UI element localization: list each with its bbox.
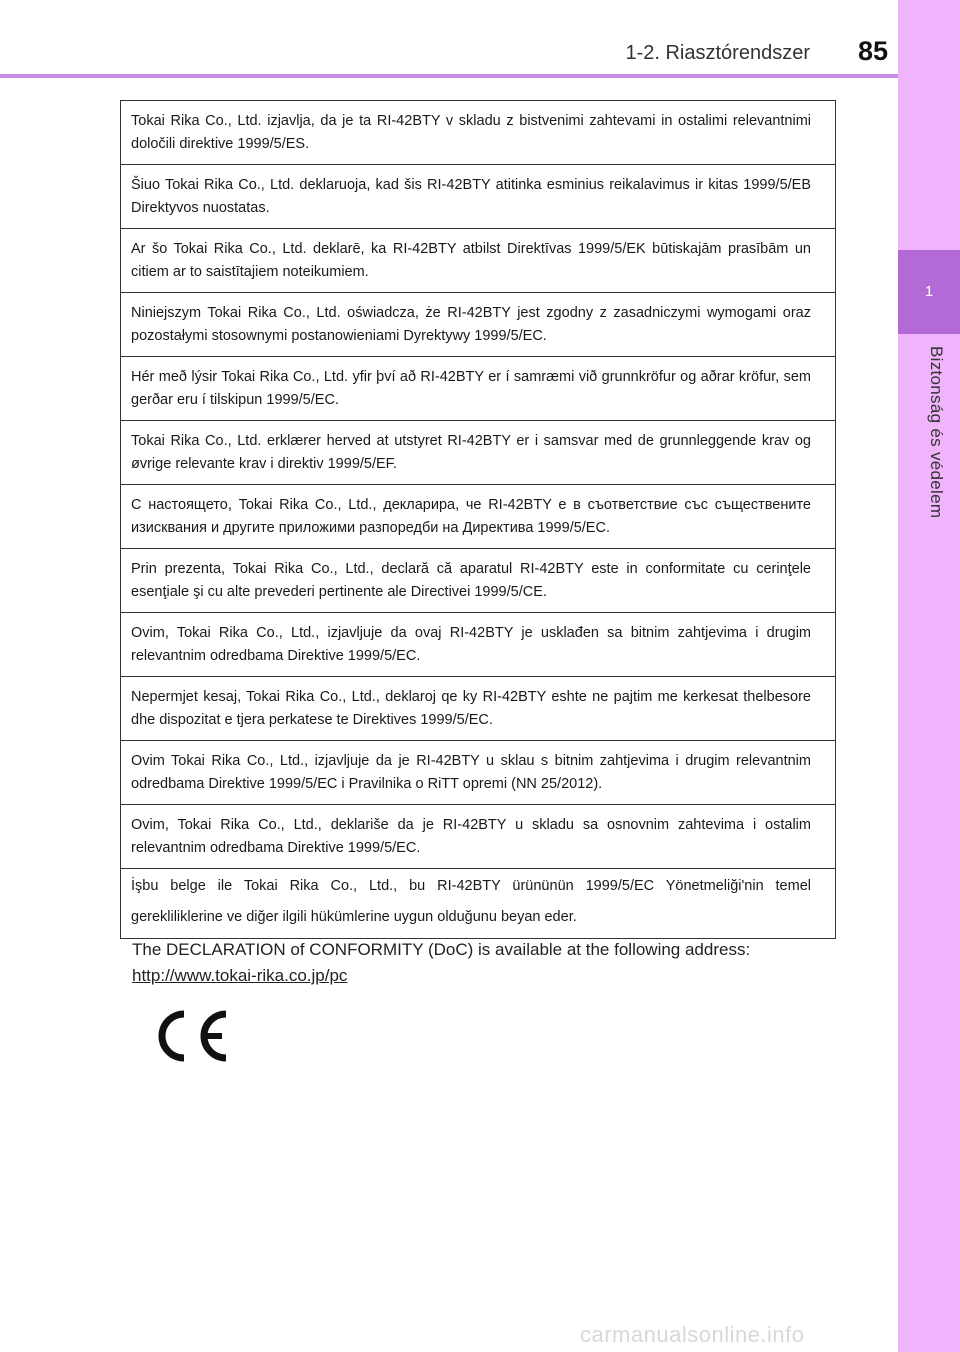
declaration-row: Prin prezenta, Tokai Rika Co., Ltd., declară că aparatul RI-42BTY este in conformitate cu cerinţele esenţiale şi cu alte prevederi pertinente ale Directivei 1999/5/CE. bbox=[121, 549, 835, 613]
declaration-row: Ovim, Tokai Rika Co., Ltd., izjavljuje da ovaj RI-42BTY je usklađen sa bitnim zahtjevima i drugim relevantnim odredbama Direktive 1999/5/EC. bbox=[121, 613, 835, 677]
declaration-row: Ovim Tokai Rika Co., Ltd., izjavljuje da je RI-42BTY u sklau s bitnim zahtjevima i drugim relevantnim odredbama Direktive 1999/5/EC i Pravilnika o RiTT opremi (NN 25/2012). bbox=[121, 741, 835, 805]
watermark: carmanualsonline.info bbox=[580, 1322, 805, 1347]
declaration-row: С настоящето, Tokai Rika Co., Ltd., декларира, че RI-42BTY е в съответствие със съществените изисквания и другите приложими разпоредби на Директива 1999/5/EC. bbox=[121, 485, 835, 549]
declaration-row: İşbu belge ile Tokai Rika Co., Ltd., bu RI-42BTY ürününün 1999/5/EC Yönetmeliği'nin temel gerekliliklerine ve diğer ilgili hükümlerine uygun olduğunu beyan eder. bbox=[121, 869, 835, 939]
chapter-title: Biztonság és védelem bbox=[927, 346, 946, 519]
header-divider bbox=[0, 74, 898, 78]
declaration-table bbox=[120, 100, 836, 939]
chapter-side-tab bbox=[898, 0, 960, 1352]
declaration-row: Niniejszym Tokai Rika Co., Ltd. oświadcza, że RI-42BTY jest zgodny z zasadniczymi wymogami oraz pozostałymi stosownymi postanowieniami Dyrektywy 1999/5/EC. bbox=[121, 293, 835, 357]
doc-url-link[interactable]: http://www.tokai-rika.co.jp/pc bbox=[132, 966, 348, 985]
declaration-row: Ovim, Tokai Rika Co., Ltd., deklariše da je RI-42BTY u skladu sa osnovnim zahtevima i ostalim relevantnim odredbama Direktive 1999/5/EC. bbox=[121, 805, 835, 869]
page-number: 85 bbox=[857, 36, 888, 66]
section-title: 1-2. Riasztórendszer bbox=[625, 42, 810, 64]
declaration-row: Šiuo Tokai Rika Co., Ltd. deklaruoja, kad šis RI-42BTY atitinka esminius reikalavimus ir kitas 1999/5/EB Direktyvos nuostatas. bbox=[121, 165, 835, 229]
ce-mark-icon bbox=[150, 1008, 234, 1064]
chapter-number-badge: 1 bbox=[898, 250, 960, 334]
declaration-row: Tokai Rika Co., Ltd. izjavlja, da je ta RI-42BTY v skladu z bistvenimi zahtevami in ostalimi relevantnimi določili direktive 1999/5/ES. bbox=[121, 101, 835, 165]
declaration-row: Nepermjet kesaj, Tokai Rika Co., Ltd., deklaroj qe ky RI-42BTY eshte ne pajtim me kerkesat thelbesore dhe dispozitat e tjera perkatese te Direktives 1999/5/EC. bbox=[121, 677, 835, 741]
declaration-row: Tokai Rika Co., Ltd. erklærer herved at utstyret RI-42BTY er i samsvar med de grunnleggende krav og øvrige relevante krav i direktiv 1999/5/EF. bbox=[121, 421, 835, 485]
declaration-row: Hér með lýsir Tokai Rika Co., Ltd. yfir því að RI-42BTY er í samræmi við grunnkröfur og aðrar kröfur, sem gerðar eru í tilskipun 1999/5/EC. bbox=[121, 357, 835, 421]
doc-availability-text: The DECLARATION of CONFORMITY (DoC) is available at the following address: bbox=[132, 940, 751, 959]
declaration-row: Ar šo Tokai Rika Co., Ltd. deklarē, ka RI-42BTY atbilst Direktīvas 1999/5/EK būtiskajām prasībām un citiem ar to saistītajiem noteikumiem. bbox=[121, 229, 835, 293]
